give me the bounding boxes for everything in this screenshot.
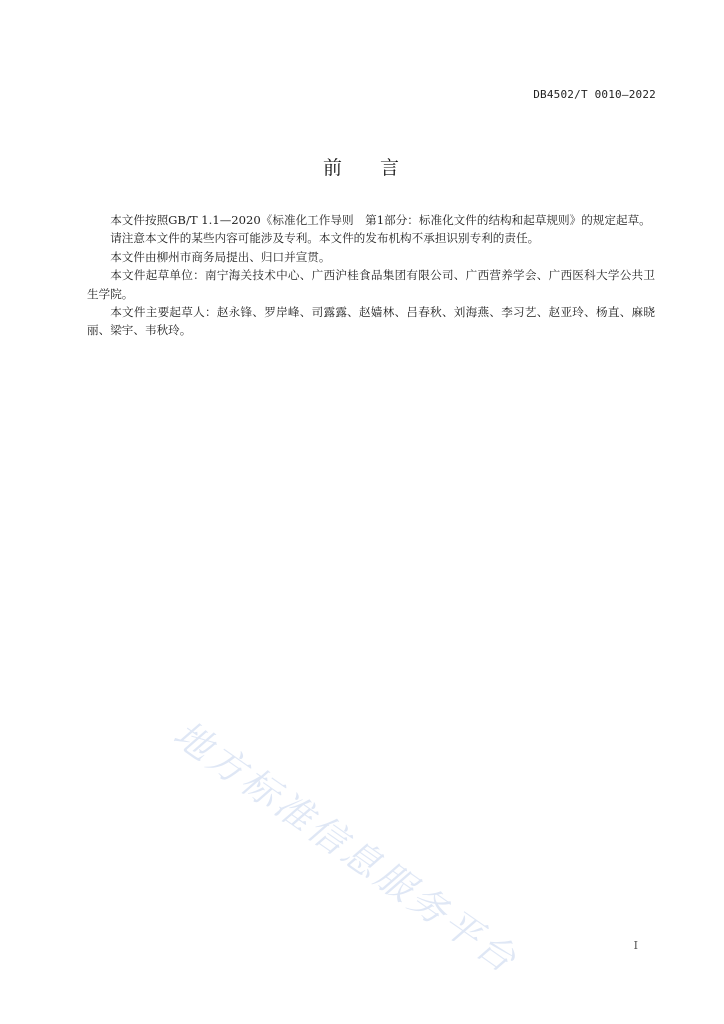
- page-title: [0, 153, 724, 180]
- foreword-body: [87, 211, 655, 340]
- paragraph-proposer: 本文件由柳州市商务局提出、归口并宣贯。: [110, 249, 331, 264]
- paragraph-drafting-rules: 本文件按照GB/T 1.1—2020《标准化工作导则 第1部分：标准化文件的结构和起草规则》的规定起草。: [110, 213, 651, 227]
- document-code: DB4502/T 0010—2022: [533, 88, 656, 101]
- paragraph-drafters: 本文件主要起草人：赵永锋、罗岸峰、司露露、赵嫱林、吕春秋、刘海燕、李习艺、赵亚玲、杨直、麻晓丽、梁宇、韦秋玲。: [87, 305, 655, 338]
- paragraph-patent-notice: 请注意本文件的某些内容可能涉及专利。本文件的发布机构不承担识别专利的责任。: [110, 231, 540, 246]
- paragraph-drafting-units: 本文件起草单位：南宁海关技术中心、广西沪桂食品集团有限公司、广西营养学会、广西医科大学公共卫生学院。: [87, 268, 655, 301]
- title-char-1: 前: [322, 157, 344, 179]
- watermark: 地方标准信息服务平台: [165, 712, 527, 983]
- title-char-2: 言: [380, 157, 402, 179]
- page-number: I: [633, 939, 638, 952]
